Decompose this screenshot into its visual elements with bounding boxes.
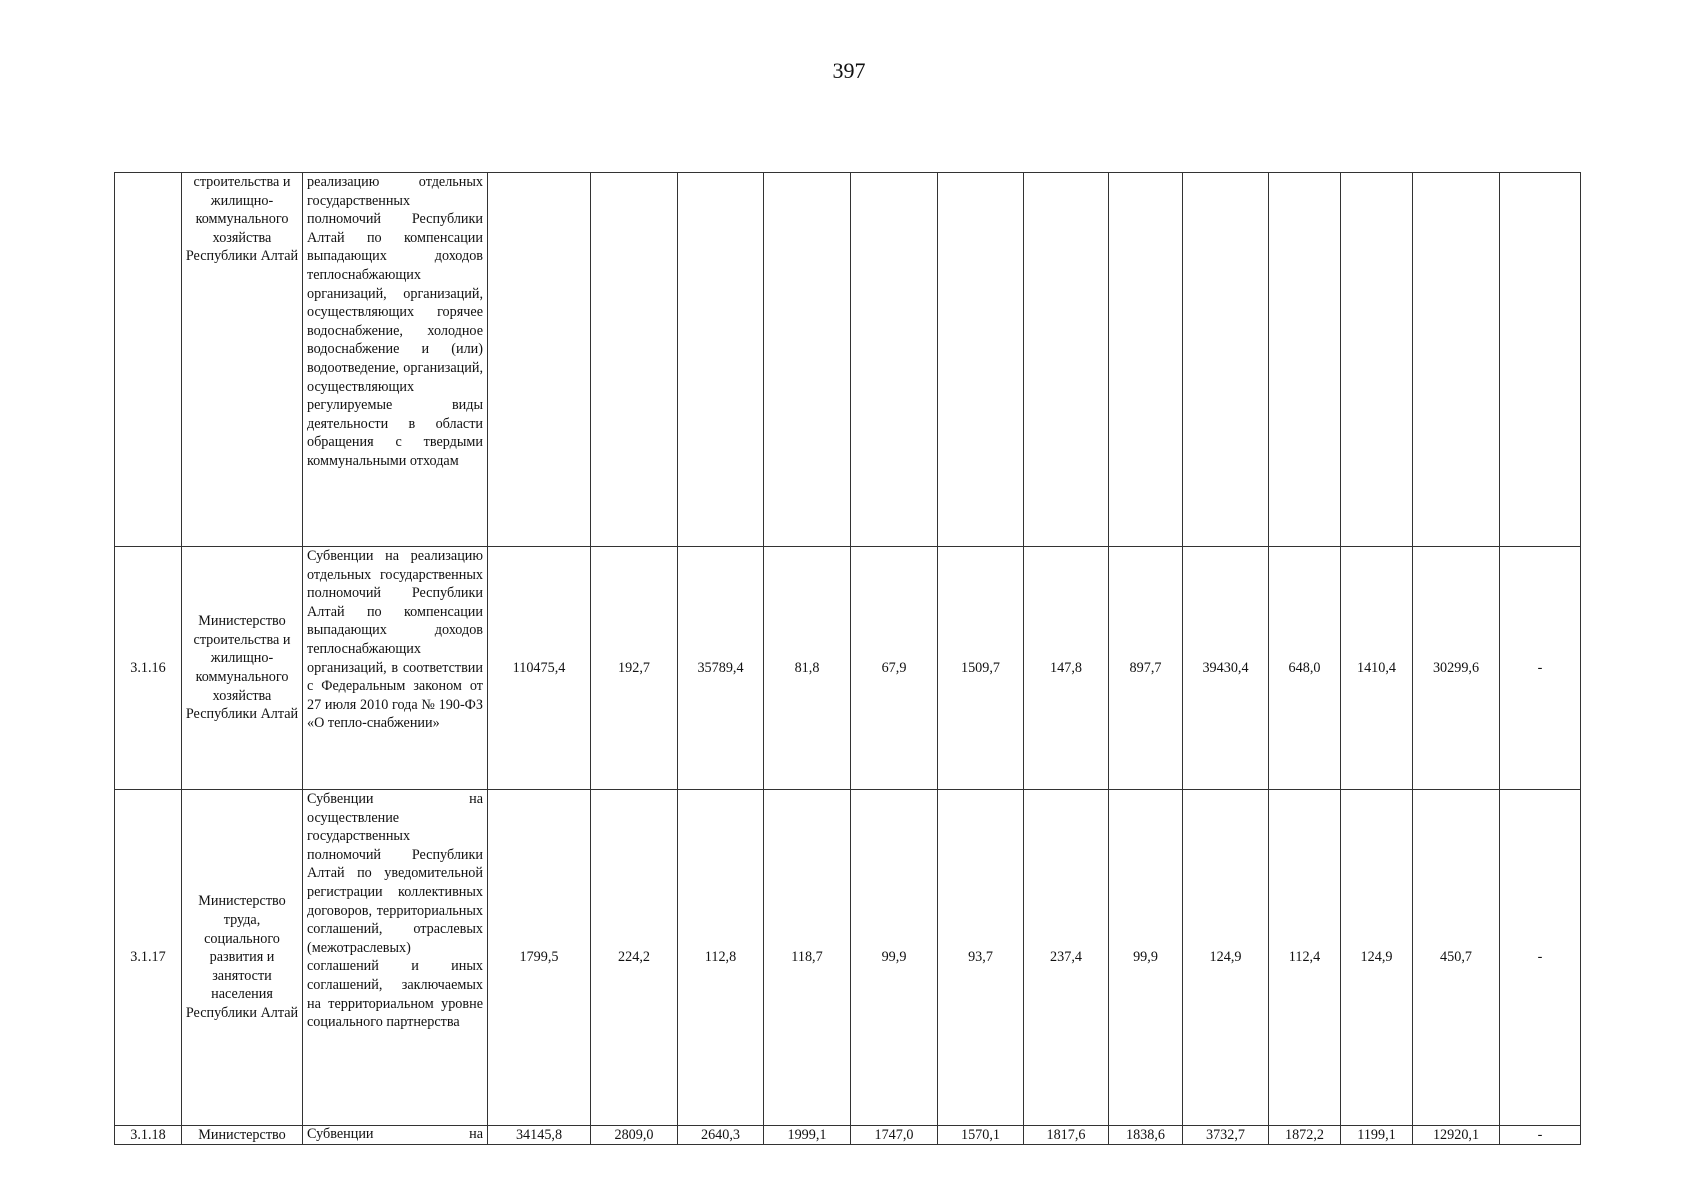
value-cell: 110475,4 [488, 547, 591, 790]
value-cell: 1999,1 [764, 1126, 851, 1145]
page-number: 397 [832, 58, 866, 83]
value-cell: 112,4 [1269, 790, 1341, 1126]
value-cell [488, 173, 591, 547]
value-cell [1183, 173, 1269, 547]
value-cell: 1570,1 [938, 1126, 1024, 1145]
value-cell: 30299,6 [1413, 547, 1500, 790]
value-cell [678, 173, 764, 547]
description-cell: Субвенции на осуществление государственных полномочий Республики Алтай по уведомительной регистрации коллективных договоров, территориальных соглашений, отраслевых (межотраслевых) соглашений и иных соглашений, заключаемых на территориальном уровне социального партнерства [303, 790, 488, 1126]
row-id: 3.1.16 [115, 547, 182, 790]
value-cell: 1410,4 [1341, 547, 1413, 790]
table-row [115, 1126, 1581, 1145]
value-cell: 897,7 [1109, 547, 1183, 790]
value-cell: 34145,8 [488, 1126, 591, 1145]
value-cell [1413, 173, 1500, 547]
value-cell: 99,9 [851, 790, 938, 1126]
org-cell: Министерство строительства и жилищно-коммунального хозяйства Республики Алтай [182, 547, 303, 790]
table-row [115, 547, 1581, 790]
value-cell: 124,9 [1341, 790, 1413, 1126]
value-cell: 3732,7 [1183, 1126, 1269, 1145]
row-id: 3.1.17 [115, 790, 182, 1126]
value-cell: 1838,6 [1109, 1126, 1183, 1145]
description-cell: реализацию отдельных государственных полномочий Республики Алтай по компенсации выпадающих доходов теплоснабжающих организаций, организаций, осуществляющих горячее водоснабжение, холодное водоснабжение и (или) водоотведение, организаций, осуществляющих регулируемые виды деятельности в области обращения с твердыми коммунальными отходам [303, 173, 488, 547]
row-id: 3.1.18 [115, 1126, 182, 1145]
value-cell: 12920,1 [1413, 1126, 1500, 1145]
value-cell: 237,4 [1024, 790, 1109, 1126]
value-cell: 1509,7 [938, 547, 1024, 790]
value-cell [1269, 173, 1341, 547]
value-cell: 1872,2 [1269, 1126, 1341, 1145]
value-cell: 1817,6 [1024, 1126, 1109, 1145]
budget-table [114, 172, 1581, 1145]
value-cell: 1747,0 [851, 1126, 938, 1145]
row-id [115, 173, 182, 547]
value-cell: 39430,4 [1183, 547, 1269, 790]
value-cell [591, 173, 678, 547]
value-cell [1024, 173, 1109, 547]
value-cell [1500, 173, 1581, 547]
value-cell: - [1500, 790, 1581, 1126]
value-cell: 99,9 [1109, 790, 1183, 1126]
value-cell [1109, 173, 1183, 547]
value-cell: 1199,1 [1341, 1126, 1413, 1145]
value-cell: 112,8 [678, 790, 764, 1126]
value-cell: 93,7 [938, 790, 1024, 1126]
org-cell: Министерство труда, социального развития и занятости населения Республики Алтай [182, 790, 303, 1126]
value-cell: 118,7 [764, 790, 851, 1126]
value-cell [851, 173, 938, 547]
value-cell [1341, 173, 1413, 547]
value-cell: 67,9 [851, 547, 938, 790]
org-cell: Министерство [182, 1126, 303, 1145]
value-cell: 450,7 [1413, 790, 1500, 1126]
value-cell: 124,9 [1183, 790, 1269, 1126]
value-cell: 2809,0 [591, 1126, 678, 1145]
value-cell: 192,7 [591, 547, 678, 790]
value-cell: 35789,4 [678, 547, 764, 790]
value-cell [764, 173, 851, 547]
value-cell: - [1500, 1126, 1581, 1145]
value-cell: 2640,3 [678, 1126, 764, 1145]
description-cell: Субвенции на [303, 1126, 488, 1145]
value-cell [938, 173, 1024, 547]
table-row [115, 173, 1581, 547]
value-cell: 1799,5 [488, 790, 591, 1126]
value-cell: 147,8 [1024, 547, 1109, 790]
value-cell: - [1500, 547, 1581, 790]
org-cell: строительства и жилищно-коммунального хозяйства Республики Алтай [182, 173, 303, 547]
value-cell: 648,0 [1269, 547, 1341, 790]
description-cell: Субвенции на реализацию отдельных государственных полномочий Республики Алтай по компенсации выпадающих доходов теплоснабжающих организаций, в соответствии с Федеральным законом от 27 июля 2010 года № 190-ФЗ «О тепло-снабжении» [303, 547, 488, 790]
table-row [115, 790, 1581, 1126]
value-cell: 224,2 [591, 790, 678, 1126]
value-cell: 81,8 [764, 547, 851, 790]
